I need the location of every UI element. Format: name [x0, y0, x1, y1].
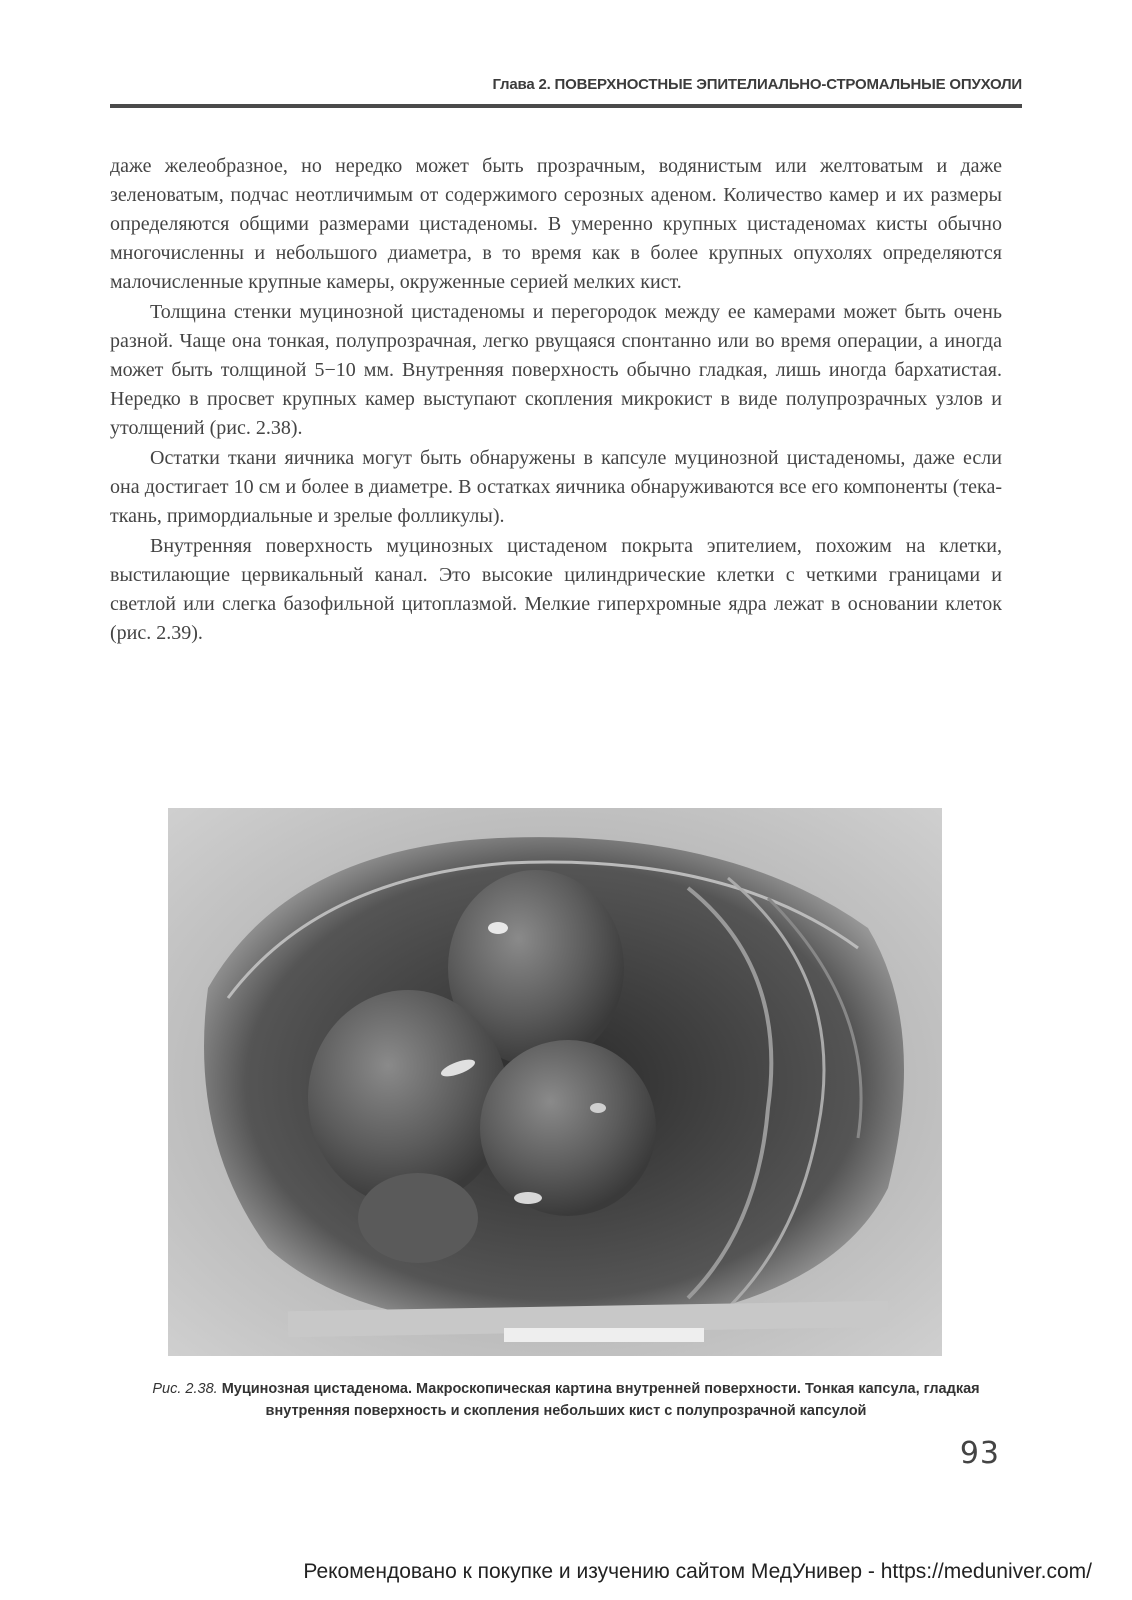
- figure-caption: [110, 1378, 1022, 1422]
- paragraph: Остатки ткани яичника могут быть обнаружены в капсуле муцинозной цистаденомы, даже если она достигает 10 см и более в диаметре. В остатках яичника обнаруживаются все его компоненты (тека-ткань, примордиальные и зрелые фолликулы).: [110, 447, 1002, 527]
- body-text: [110, 152, 1002, 649]
- paragraph: Внутренняя поверхность муцинозных цистаденом покрыта эпителием, похожим на клетки, выстилающие цервикальный канал. Это высокие цилиндрические клетки с четкими границами и светлой или слегка базофильной цитоплазмой. Мелкие гиперхромные ядра лежат в основании клеток (рис. 2.39).: [110, 535, 1002, 644]
- caption-text: Муцинозная цистаденома. Макроскопическая картина внутренней поверхности. Тонкая капсула, гладкая внутренняя поверхность и скопления небольших кист с полупрозрачной капсулой: [221, 1381, 980, 1419]
- paragraph: даже желеобразное, но нередко может быть прозрачным, водянистым или желтоватым и даже зеленоватым, подчас неотличимым от содержимого серозных аденом. Количество камер и их размеры определяются общими размерами цистаденомы. В умеренно крупных цистаденомах кисты обычно многочисленны и небольшого диаметра, в то время как в более крупных опухолях определяются малочисленные крупные камеры, окруженные серией мелких кист.: [110, 155, 1002, 293]
- footer-note[interactable]: Рекомендовано к покупке и изучению сайтом МедУнивер - https://meduniver.com/: [303, 1560, 1092, 1583]
- caption-label: Рис. 2.38.: [152, 1381, 218, 1397]
- running-header: [110, 74, 1022, 108]
- specimen-photo-illustration: [168, 808, 942, 1356]
- page-number: 93: [959, 1436, 1000, 1471]
- chapter-title: Глава 2. ПОВЕРХНОСТНЫЕ ЭПИТЕЛИАЛЬНО-СТРОМАЛЬНЫЕ ОПУХОЛИ: [492, 76, 1022, 93]
- specimen-photograph: [168, 808, 942, 1356]
- paragraph: Толщина стенки муцинозной цистаденомы и перегородок между ее камерами может быть очень разной. Чаще она тонкая, полупрозрачная, легко рвущаяся спонтанно или во время операции, а иногда может быть толщиной 5−10 мм. Внутренняя поверхность обычно гладкая, лишь иногда бархатистая. Нередко в просвет крупных камер выступают скопления микрокист в виде полупрозрачных узлов и утолщений (рис. 2.38).: [110, 301, 1002, 439]
